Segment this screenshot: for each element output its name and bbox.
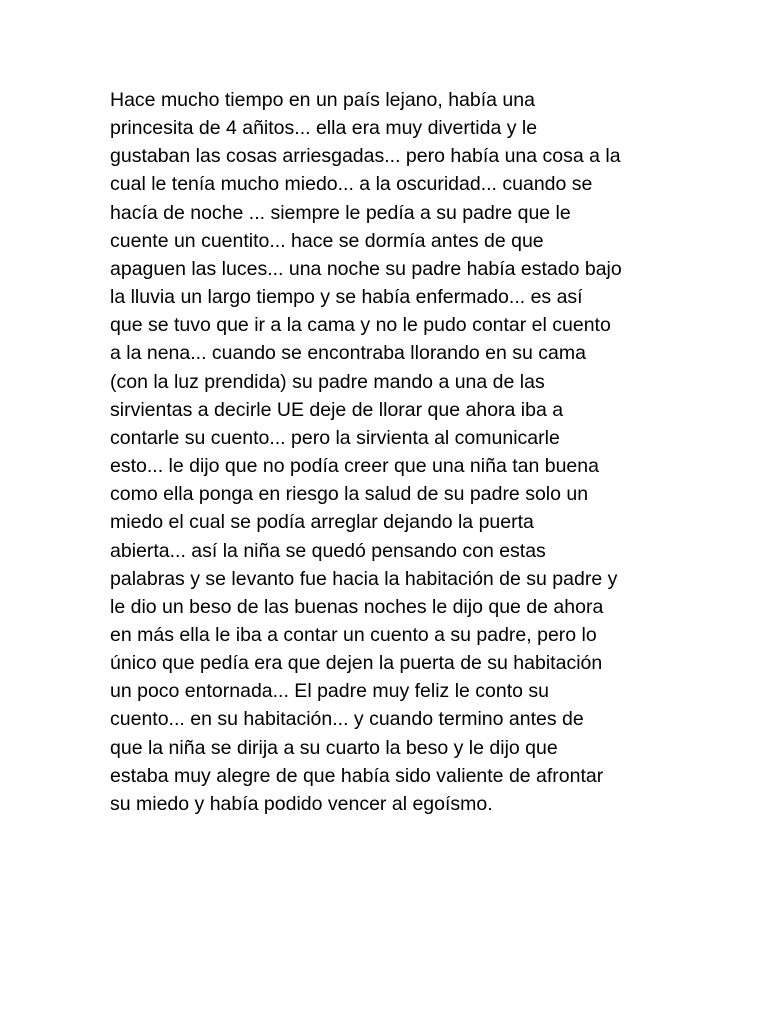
- text-line: único que pedía era que dejen la puerta de su habitación: [110, 652, 603, 675]
- text-line: apaguen las luces... una noche su padre había estado bajo: [110, 257, 622, 280]
- story-paragraph: [110, 86, 690, 818]
- text-line: esto... le dijo que no podía creer que una niña tan buena: [110, 455, 599, 478]
- text-line: (con la luz prendida) su padre mando a una de las: [110, 370, 545, 393]
- text-line: que la niña se dirija a su cuarto la beso y le dijo que: [110, 736, 558, 759]
- text-line: estaba muy alegre de que había sido valiente de afrontar: [110, 764, 604, 787]
- text-line: Hace mucho tiempo en un país lejano, había una: [110, 89, 535, 111]
- text-line: princesita de 4 añitos... ella era muy divertida y le: [110, 117, 538, 140]
- text-line: en más ella le iba a contar un cuento a su padre, pero lo: [110, 623, 597, 646]
- text-line: contarle su cuento... pero la sirvienta al comunicarle: [110, 426, 560, 449]
- text-line: a la nena... cuando se encontraba llorando en su cama: [110, 342, 586, 365]
- text-line: hacía de noche ... siempre le pedía a su padre que le: [110, 201, 571, 224]
- text-line: un poco entornada... El padre muy feliz le conto su: [110, 680, 550, 703]
- text-line: cual le tenía mucho miedo... a la oscuridad... cuando se: [110, 173, 593, 196]
- text-line: le dio un beso de las buenas noches le dijo que de ahora: [110, 595, 604, 618]
- text-line: cuento... en su habitación... y cuando termino antes de: [110, 708, 584, 731]
- text-line: abierta... así la niña se quedó pensando con estas: [110, 539, 546, 562]
- text-line: gustaban las cosas arriesgadas... pero había una cosa a la: [110, 145, 621, 168]
- text-line: su miedo y había podido vencer al egoísmo.: [110, 792, 493, 815]
- text-line: la lluvia un largo tiempo y se había enfermado... es así: [110, 286, 583, 309]
- text-line: como ella ponga en riesgo la salud de su padre solo un: [110, 483, 589, 506]
- text-line: palabras y se levanto fue hacia la habitación de su padre y: [110, 567, 618, 590]
- text-line: miedo el cual se podía arreglar dejando la puerta: [110, 511, 534, 534]
- text-line: sirvientas a decirle UE deje de llorar que ahora iba a: [110, 398, 564, 421]
- text-line: que se tuvo que ir a la cama y no le pudo contar el cuento: [110, 314, 611, 337]
- text-line: cuente un cuentito... hace se dormía antes de que: [110, 229, 544, 252]
